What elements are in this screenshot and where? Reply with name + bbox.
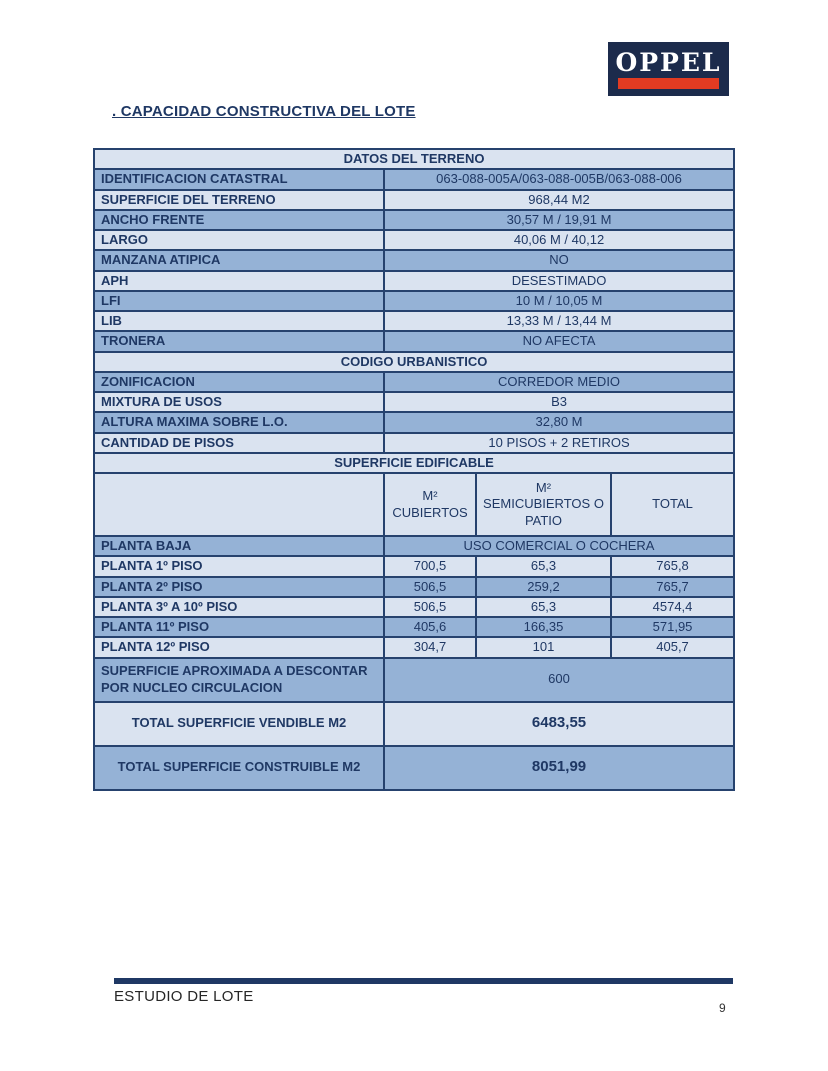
row-label: LIB — [94, 311, 384, 331]
row-label: SUPERFICIE APROXIMADA A DESCONTAR POR NUCLEO CIRCULACION — [94, 658, 384, 702]
row-label: IDENTIFICACION CATASTRAL — [94, 169, 384, 189]
table-row — [94, 190, 734, 210]
table-row — [94, 433, 734, 453]
row-value: 30,57 M / 19,91 M — [384, 210, 734, 230]
row-value: 40,06 M / 40,12 — [384, 230, 734, 250]
row-value: B3 — [384, 392, 734, 412]
section-header-datos-terreno: DATOS DEL TERRENO — [94, 149, 734, 169]
row-value: 600 — [384, 658, 734, 702]
row-label: PLANTA 12º PISO — [94, 637, 384, 657]
row-label: APH — [94, 271, 384, 291]
row-label: SUPERFICIE DEL TERRENO — [94, 190, 384, 210]
page-number: 9 — [719, 1001, 726, 1015]
section-header-row — [94, 453, 734, 473]
table-row — [94, 291, 734, 311]
row-label: ALTURA MAXIMA SOBRE L.O. — [94, 412, 384, 432]
table-row-descuento — [94, 658, 734, 702]
cell-semicubiertos: 65,3 — [476, 597, 611, 617]
row-label: TRONERA — [94, 331, 384, 351]
row-value: 968,44 M2 — [384, 190, 734, 210]
table-row — [94, 230, 734, 250]
row-label: ANCHO FRENTE — [94, 210, 384, 230]
page-title: . CAPACIDAD CONSTRUCTIVA DEL LOTE — [112, 103, 416, 120]
table-row — [94, 372, 734, 392]
footer-label: ESTUDIO DE LOTE — [114, 988, 254, 1005]
cell-total: 765,7 — [611, 577, 734, 597]
table-row — [94, 617, 734, 637]
row-label: PLANTA 1º PISO — [94, 556, 384, 576]
section-header-row — [94, 149, 734, 169]
column-header-empty — [94, 473, 384, 536]
table-row — [94, 637, 734, 657]
row-value: NO AFECTA — [384, 331, 734, 351]
oppel-logo — [608, 42, 729, 96]
oppel-logo-text: OPPEL — [615, 48, 722, 77]
table-row — [94, 250, 734, 270]
row-value: CORREDOR MEDIO — [384, 372, 734, 392]
table-row — [94, 597, 734, 617]
row-label: CANTIDAD DE PISOS — [94, 433, 384, 453]
section-header-codigo-urbanistico: CODIGO URBANISTICO — [94, 352, 734, 372]
table-row — [94, 210, 734, 230]
row-value: 8051,99 — [384, 746, 734, 790]
cell-total: 571,95 — [611, 617, 734, 637]
row-value: 6483,55 — [384, 702, 734, 746]
table-row — [94, 392, 734, 412]
table-row — [94, 556, 734, 576]
row-value: DESESTIMADO — [384, 271, 734, 291]
row-value: 10 M / 10,05 M — [384, 291, 734, 311]
row-label: TOTAL SUPERFICIE VENDIBLE M2 — [94, 702, 384, 746]
row-value: NO — [384, 250, 734, 270]
cell-total: 765,8 — [611, 556, 734, 576]
column-header-cubiertos: M² CUBIERTOS — [384, 473, 476, 536]
row-value: 13,33 M / 13,44 M — [384, 311, 734, 331]
cell-semicubiertos: 65,3 — [476, 556, 611, 576]
cell-cubiertos: 506,5 — [384, 597, 476, 617]
row-label: MIXTURA DE USOS — [94, 392, 384, 412]
table-row — [94, 311, 734, 331]
cell-total: 4574,4 — [611, 597, 734, 617]
table-row — [94, 271, 734, 291]
section-header-superficie-edificable: SUPERFICIE EDIFICABLE — [94, 453, 734, 473]
table-row-total-vendible — [94, 702, 734, 746]
lot-capacity-table — [93, 148, 735, 791]
column-header-semicubiertos: M² SEMICUBIERTOS O PATIO — [476, 473, 611, 536]
section-header-row — [94, 352, 734, 372]
row-label: LFI — [94, 291, 384, 311]
table-row — [94, 169, 734, 189]
oppel-logo-red-bar — [618, 78, 719, 89]
row-label: PLANTA 11º PISO — [94, 617, 384, 637]
cell-total: 405,7 — [611, 637, 734, 657]
row-label: ZONIFICACION — [94, 372, 384, 392]
row-label: MANZANA ATIPICA — [94, 250, 384, 270]
cell-cubiertos: 506,5 — [384, 577, 476, 597]
footer-divider-bar — [114, 978, 733, 984]
cell-cubiertos: 405,6 — [384, 617, 476, 637]
table-row-total-construible — [94, 746, 734, 790]
table-row — [94, 331, 734, 351]
row-label: PLANTA 3º A 10º PISO — [94, 597, 384, 617]
row-label: PLANTA BAJA — [94, 536, 384, 556]
table-row — [94, 412, 734, 432]
row-value: USO COMERCIAL O COCHERA — [384, 536, 734, 556]
cell-cubiertos: 700,5 — [384, 556, 476, 576]
row-label: LARGO — [94, 230, 384, 250]
table-row — [94, 577, 734, 597]
lot-capacity-table-container — [93, 148, 735, 791]
cell-semicubiertos: 166,35 — [476, 617, 611, 637]
column-header-total: TOTAL — [611, 473, 734, 536]
cell-semicubiertos: 101 — [476, 637, 611, 657]
table-row-planta-baja — [94, 536, 734, 556]
cell-semicubiertos: 259,2 — [476, 577, 611, 597]
row-value: 32,80 M — [384, 412, 734, 432]
row-value: 10 PISOS + 2 RETIROS — [384, 433, 734, 453]
cell-cubiertos: 304,7 — [384, 637, 476, 657]
row-value: 063-088-005A/063-088-005B/063-088-006 — [384, 169, 734, 189]
row-label: PLANTA 2º PISO — [94, 577, 384, 597]
column-header-row — [94, 473, 734, 536]
row-label: TOTAL SUPERFICIE CONSTRUIBLE M2 — [94, 746, 384, 790]
